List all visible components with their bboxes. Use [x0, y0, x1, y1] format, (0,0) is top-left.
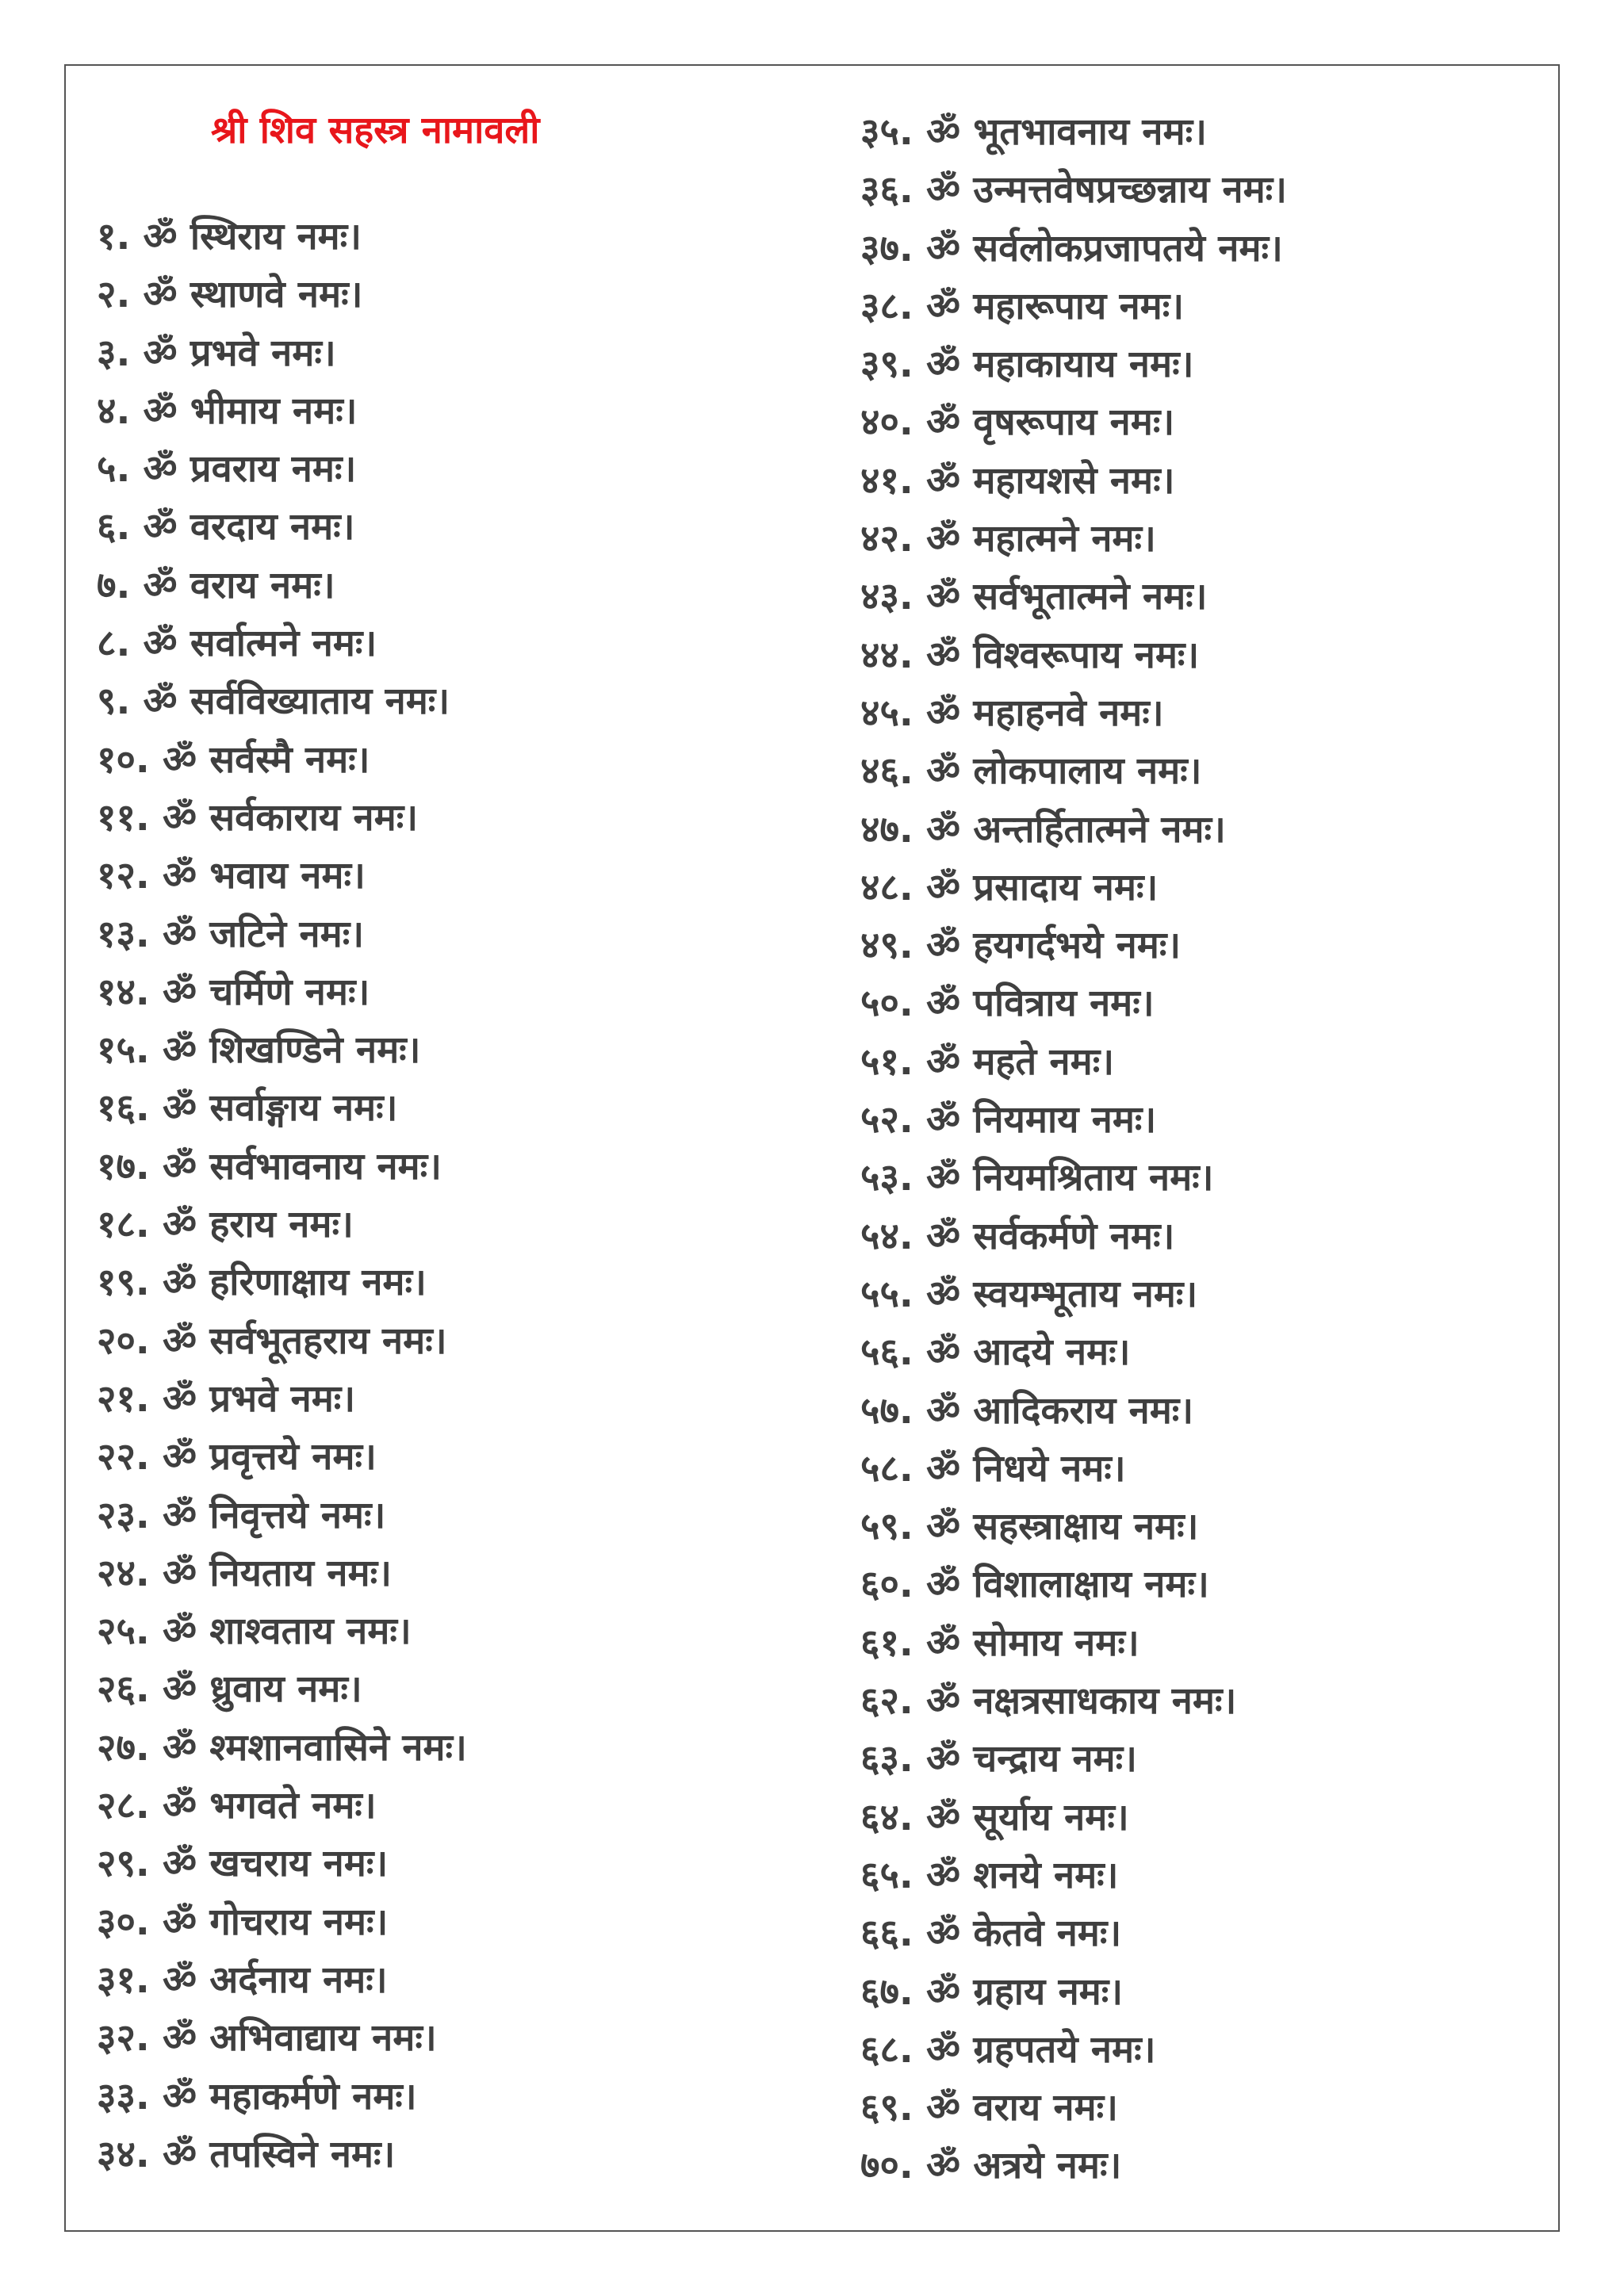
list-item: १. ॐ स्थिराय नमः। [97, 215, 362, 258]
page-title: श्री शिव सहस्त्र नामावली [211, 109, 540, 152]
list-item: ४२. ॐ महात्मने नमः। [860, 517, 1156, 561]
names-list-left [97, 208, 795, 2183]
list-item: ३९. ॐ महाकायाय नमः। [860, 342, 1194, 387]
list-item: ५२. ॐ नियमाय नमः। [860, 1098, 1157, 1142]
list-item: ५८. ॐ निधये नमः। [860, 1446, 1126, 1490]
list-item: ६४. ॐ सूर्याय नमः। [860, 1795, 1129, 1839]
list-item: ५३. ॐ नियमश्रिताय नमः। [860, 1156, 1214, 1200]
list-item: २६. ॐ ध्रुवाय नमः। [97, 1667, 362, 1712]
list-item: १२. ॐ भवाय नमः। [97, 854, 366, 898]
list-item: ६६. ॐ केतवे नमः। [860, 1911, 1122, 1956]
list-item: ११. ॐ सर्वकाराय नमः। [97, 795, 419, 840]
list-item: २२. ॐ प्रवृत्तये नमः। [97, 1435, 377, 1479]
list-item: ६०. ॐ विशालाक्षाय नमः। [860, 1563, 1209, 1607]
list-item: ५७. ॐ आदिकराय नमः। [860, 1388, 1194, 1433]
list-item: २७. ॐ श्मशानवासिने नमः। [97, 1725, 467, 1770]
list-item: ३३. ॐ महाकर्मणे नमः। [97, 2074, 417, 2118]
list-item: १७. ॐ सर्वभावनाय नमः। [97, 1144, 442, 1188]
list-item: ३४. ॐ तपस्विने नमः। [97, 2132, 396, 2176]
list-item: २१. ॐ प्रभवे नमः। [97, 1376, 356, 1421]
list-item: ६८. ॐ ग्रहपतये नमः। [860, 2027, 1156, 2072]
list-item: १५. ॐ शिखण्डिने नमः। [97, 1028, 421, 1073]
list-item: ४९. ॐ हयगर्दभये नमः। [860, 924, 1182, 968]
list-item: ७. ॐ वराय नमः। [97, 563, 335, 607]
list-item: ६१. ॐ सोमाय नमः। [860, 1621, 1139, 1665]
list-item: ४५. ॐ महाहनवे नमः। [860, 691, 1164, 735]
list-item: २. ॐ स्थाणवे नमः। [97, 273, 363, 317]
names-list-right [860, 103, 1542, 2195]
list-item: १८. ॐ हराय नमः। [97, 1203, 354, 1247]
list-item: ४१. ॐ महायशसे नमः। [860, 458, 1175, 503]
list-item: ६२. ॐ नक्षत्रसाधकाय नमः। [860, 1679, 1237, 1724]
list-item: २३. ॐ निवृत्तये नमः। [97, 1493, 386, 1537]
list-item: ३१. ॐ अर्दनाय नमः। [97, 1957, 388, 2002]
list-item: १३. ॐ जटिने नमः। [97, 912, 365, 956]
list-item: २०. ॐ सर्वभूतहराय नमः। [97, 1318, 447, 1363]
list-item: ५६. ॐ आदये नमः। [860, 1330, 1131, 1375]
list-item: १९. ॐ हरिणाक्षाय नमः। [97, 1261, 427, 1305]
list-item: ६३. ॐ चन्द्राय नमः। [860, 1737, 1137, 1781]
list-item: २४. ॐ नियताय नमः। [97, 1551, 392, 1595]
list-item: ४४. ॐ विश्वरूपाय नमः। [860, 633, 1200, 677]
list-item: ६५. ॐ शनये नमः। [860, 1853, 1119, 1897]
list-item: ४. ॐ भीमाय नमः। [97, 388, 358, 433]
list-item: ५९. ॐ सहस्त्राक्षाय नमः। [860, 1505, 1199, 1549]
list-item: ६९. ॐ वराय नमः। [860, 2086, 1118, 2130]
list-item: १०. ॐ सर्वस्मै नमः। [97, 737, 370, 782]
list-item: ४६. ॐ लोकपालाय नमः। [860, 749, 1202, 794]
list-item: ४८. ॐ प्रसादाय नमः। [860, 865, 1159, 909]
list-item: २५. ॐ शाश्वताय नमः। [97, 1609, 412, 1654]
list-item: ७०. ॐ अत्रये नमः। [860, 2144, 1122, 2188]
list-item: ५५. ॐ स्वयम्भूताय नमः। [860, 1272, 1198, 1316]
list-item: १६. ॐ सर्वाङ्गाय नमः। [97, 1086, 398, 1131]
list-item: ३२. ॐ अभिवाद्याय नमः। [97, 2016, 437, 2061]
list-item: ४७. ॐ अन्तर्हितात्मने नमः। [860, 807, 1226, 851]
list-item: ५. ॐ प्रवराय नमः। [97, 447, 357, 492]
list-item: ३८. ॐ महारूपाय नमः। [860, 284, 1185, 328]
list-item: १४. ॐ चर्मिणे नमः। [97, 970, 370, 1014]
list-item: ५०. ॐ पवित्राय नमः। [860, 982, 1155, 1026]
list-item: ५४. ॐ सर्वकर्मणे नमः। [860, 1214, 1175, 1258]
list-item: ९. ॐ सर्वविख्याताय नमः। [97, 679, 450, 724]
list-item: ३६. ॐ उन्मत्तवेषप्रच्छन्नाय नमः। [860, 168, 1287, 212]
list-item: ६७. ॐ ग्रहाय नमः। [860, 1969, 1124, 2014]
list-item: ४०. ॐ वृषरूपाय नमः। [860, 400, 1175, 445]
list-item: ३. ॐ प्रभवे नमः। [97, 331, 336, 375]
list-item: ५१. ॐ महते नमः। [860, 1039, 1115, 1084]
list-item: ८. ॐ सर्वात्मने नमः। [97, 622, 377, 666]
list-item: ४३. ॐ सर्वभूतात्मने नमः। [860, 575, 1208, 619]
list-item: ३०. ॐ गोचराय नमः। [97, 1900, 389, 1944]
list-item: ३७. ॐ सर्वलोकप्रजापतये नमः। [860, 226, 1283, 270]
list-item: ३५. ॐ भूतभावनाय नमः। [860, 110, 1207, 154]
list-item: २८. ॐ भगवते नमः। [97, 1784, 377, 1828]
list-item: ६. ॐ वरदाय नमः। [97, 505, 355, 549]
list-item: २९. ॐ खचराय नमः। [97, 1842, 389, 1886]
